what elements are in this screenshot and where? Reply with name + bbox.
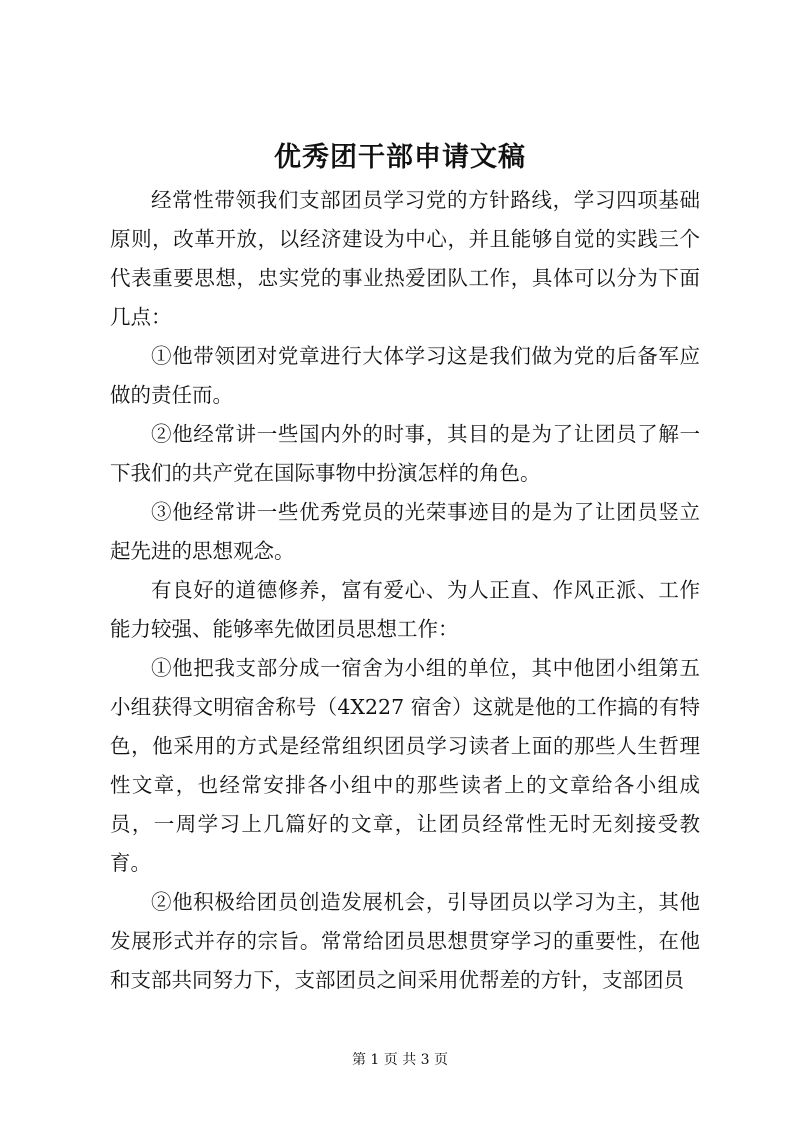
paragraph: ②他经常讲一些国内外的时事，其目的是为了让团员了解一下我们的共产党在国际事物中扮演怎样的角色。 <box>110 422 700 485</box>
paragraph: ③他经常讲一些优秀党员的光荣事迹目的是为了让团员竖立起先进的思想观念。 <box>110 500 700 563</box>
paragraph: ②他积极给团员创造发展机会，引导团员以学习为主，其他发展形式并存的宗旨。常常给团员思想贯穿学习的重要性，在他和支部共同努力下，支部团员之间采用优帮差的方针，支部团员 <box>110 890 700 992</box>
document-body <box>110 181 700 1000</box>
document-title: 优秀团干部申请文稿 <box>274 142 526 173</box>
paragraph: ①他把我支部分成一宿舍为小组的单位，其中他团小组第五小组获得文明宿舍称号（4X227 宿舍）这就是他的工作搞的有特色，他采用的方式是经常组织团员学习读者上面的那些人生哲理性文章，也经常安排各小组中的那些读者上的文章给各小组成员，一周学习上几篇好的文章，让团员经常性无时无刻接受教育。 <box>110 656 700 875</box>
paragraph: 有良好的道德修养，富有爱心、为人正直、作风正派、工作能力较强、能够率先做团员思想工作： <box>110 578 700 641</box>
page-footer: 第 1 页 共 3 页 <box>351 1052 449 1068</box>
paragraph: ①他带领团对党章进行大体学习这是我们做为党的后备军应做的责任而。 <box>110 344 700 407</box>
paragraph: 经常性带领我们支部团员学习党的方针路线，学习四项基础原则，改革开放，以经济建设为中心，并且能够自觉的实践三个代表重要思想，忠实党的事业热爱团队工作，具体可以分为下面几点： <box>110 188 700 329</box>
